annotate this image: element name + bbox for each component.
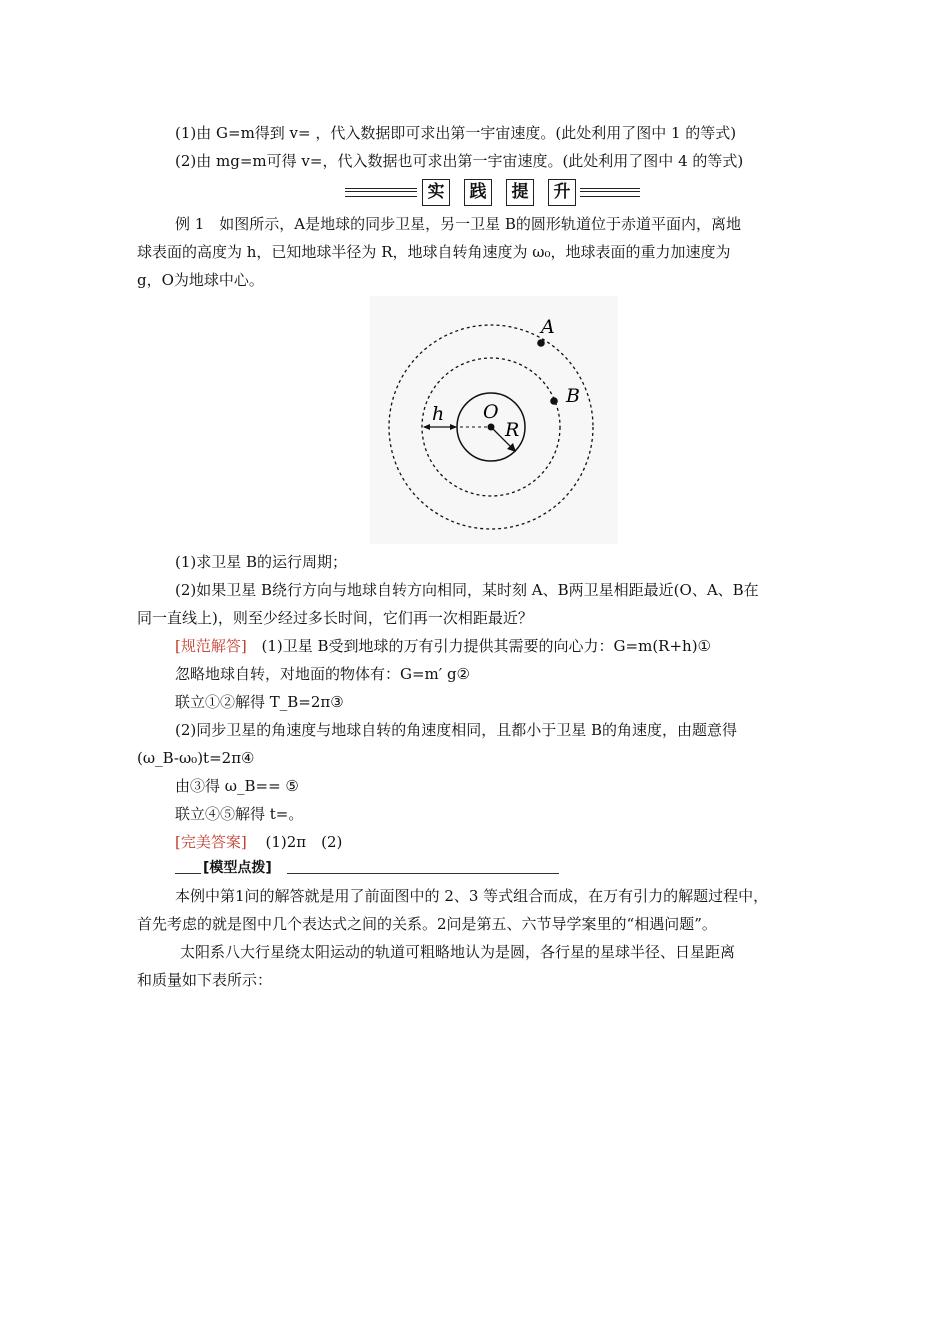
paragraph-text: 和质量如下表所示： <box>137 971 273 989</box>
final-answer-text: (1)2π (2) <box>265 833 343 851</box>
h-arrowhead-left <box>423 424 430 430</box>
label-h: h <box>432 403 445 425</box>
answer-text: 联立①②解得 T_B=2π③ <box>175 693 344 711</box>
final-answer-line <box>175 832 342 852</box>
example-text: 例 1 如图所示，A是地球的同步卫星，另一卫星 B的圆形轨道位于赤道平面内，离地 <box>175 215 741 233</box>
tip-text: 本例中第1问的解答就是用了前面图中的 2、3 等式组合而成，在万有引力的解题过程中， <box>175 887 769 905</box>
banner-char: 实 <box>422 179 450 206</box>
label-r: R <box>505 419 520 441</box>
banner-rule-left <box>345 188 417 197</box>
question-text: 同一直线上)，则至少经过多长时间，它们再一次相距最近？ <box>137 609 533 627</box>
answer-text: (1)卫星 B受到地球的万有引力提供其需要的向心力：G=m(R+h)① <box>261 637 711 655</box>
label-a: A <box>541 316 555 338</box>
paragraph-text: 太阳系八大行星绕太阳运动的轨道可粗略地认为是圆，各行星的星球半径、日星距离 <box>180 943 736 961</box>
label-b: B <box>566 385 580 407</box>
text-line: (2)由 mg=m可得 v=，代入数据也可求出第一宇宙速度。(此处利用了图中 4 的等式) <box>175 152 744 170</box>
answer-text: 由③得 ω_B== ⑤ <box>175 777 299 795</box>
banner-char: 践 <box>464 179 492 206</box>
center-dot <box>488 424 495 431</box>
answer-tag: [规范解答] <box>175 637 247 655</box>
banner-rule-right <box>580 188 640 197</box>
answer-text: 联立④⑤解得 t=。 <box>175 805 304 823</box>
label-o: O <box>483 401 499 423</box>
orbit-figure <box>370 296 618 544</box>
orbit-diagram <box>370 296 618 544</box>
satellite-a-dot <box>537 339 545 347</box>
question-text: (2)如果卫星 B绕行方向与地球自转方向相同，某时刻 A、B两卫星相距最近(O、A、B在 <box>175 581 759 599</box>
h-arrowhead-right <box>450 424 457 430</box>
final-answer-tag: [完美答案] <box>175 833 247 851</box>
answer-text: (2)同步卫星的角速度与地球自转的角速度相同，且都小于卫星 B的角速度，由题意得 <box>175 721 738 739</box>
answer-line <box>175 636 711 656</box>
answer-text: 忽略地球自转，对地面的物体有：G=m′ g② <box>175 665 470 683</box>
section-banner <box>340 178 640 208</box>
text-line: (1)由 G=m得到 v= ，代入数据即可求出第一宇宙速度。(此处利用了图中 1 的等式) <box>175 124 737 142</box>
tip-rule-left <box>175 873 201 874</box>
banner-char: 提 <box>506 179 534 206</box>
tip-rule-right <box>287 873 559 874</box>
example-text: 球表面的高度为 h，已知地球半径为 R，地球自转角速度为 ω₀，地球表面的重力加速度为 <box>137 243 731 261</box>
question-text: (1)求卫星 B的运行周期； <box>175 553 348 571</box>
answer-text: (ω_B-ω₀)t=2π④ <box>137 749 255 767</box>
tip-text: 首先考虑的就是图中几个表达式之间的关系。2问是第五、六节导学案里的“相遇问题”。 <box>137 915 717 933</box>
example-text: g，O为地球中心。 <box>137 271 264 289</box>
banner-char: 升 <box>548 179 576 206</box>
satellite-b-dot <box>550 397 558 405</box>
tip-title: [模型点拨] <box>203 860 272 876</box>
tip-header <box>175 858 559 876</box>
